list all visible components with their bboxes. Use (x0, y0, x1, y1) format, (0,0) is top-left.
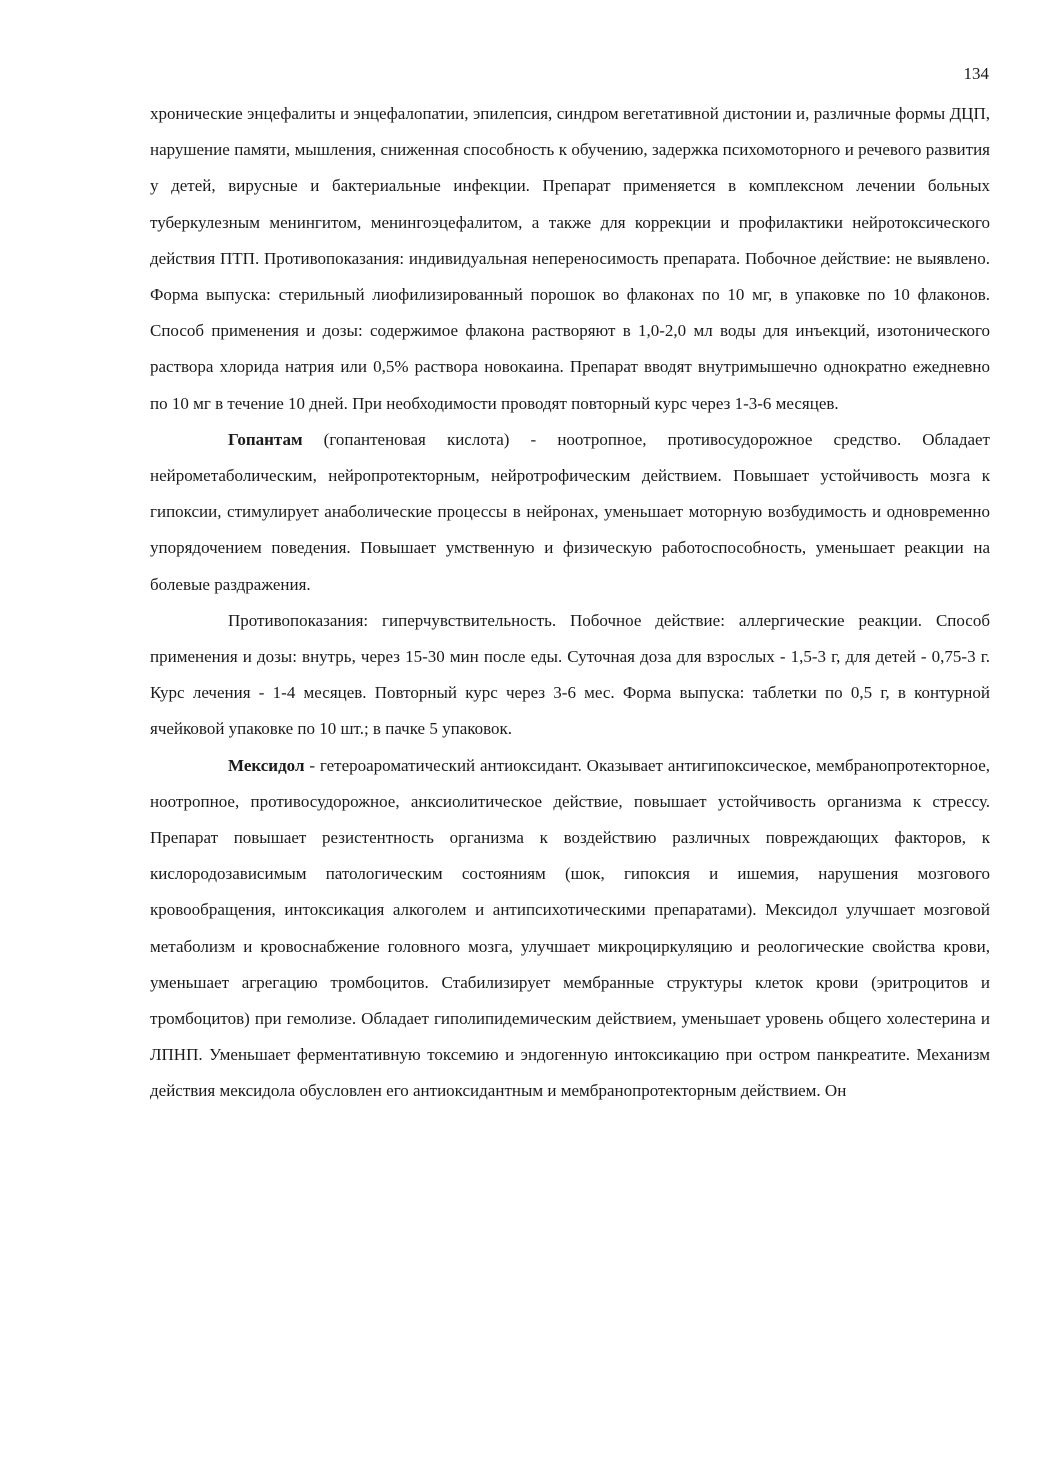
page-number: 134 (963, 64, 989, 83)
paragraph-text: - гетероароматический антиоксидант. Оказывает антигипоксическое, мембранопротекторное, ноотропное, противосудорожное, анксиолитическое действие, повышает устойчивость организма к стрессу. Препарат повышает резистентность организма к воздействию различных повреждающих факторов, к кислородозависимым патологическим состояниям (шок, гипоксия и ишемия, нарушения мозгового кровообращения, интоксикация алкоголем и антипсихотическими препаратами). Мексидол улучшает мозговой метаболизм и кровоснабжение головного мозга, улучшает микроциркуляцию и реологические свойства крови, уменьшает агрегацию тромбоцитов. Стабилизирует мембранные структуры клеток крови (эритроцитов и тромбоцитов) при гемолизе. Обладает гиполипидемическим действием, уменьшает уровень общего холестерина и ЛПНП. Уменьшает ферментативную токсемию и эндогенную интоксикацию при остром панкреатите. Механизм действия мексидола обусловлен его антиоксидантным и мембранопротекторным действием. Он (150, 755, 990, 1101)
paragraph-contraindications (150, 603, 990, 748)
drug-term-gopantam: Гопантам (228, 429, 303, 449)
paragraph-text: хронические энцефалиты и энцефалопатии, эпилепсия, синдром вегетативной дистонии и, различные формы ДЦП, нарушение памяти, мышления, сниженная способность к обучению, задержка психомоторного и речевого развития у детей, вирусные и бактериальные инфекции. Препарат применяется в комплексном лечении больных туберкулезным менингитом, менингоэцефалитом, а также для коррекции и профилактики нейротоксического действия ПТП. Противопоказания: индивидуальная непереносимость препарата. Побочное действие: не выявлено. Форма выпуска: стерильный лиофилизированный порошок во флаконах по 10 мг, в упаковке по 10 флаконов. Способ применения и дозы: содержимое флакона растворяют в 1,0-2,0 мл воды для инъекций, изотонического раствора хлорида натрия или 0,5% раствора новокаина. Препарат вводят внутримышечно однократно ежедневно по 10 мг в течение 10 дней. При необходимости проводят повторный курс через 1-3-6 месяцев. (150, 104, 990, 413)
paragraph-gopantam (150, 422, 990, 603)
body-text (150, 96, 990, 1110)
paragraph-mexidol (150, 748, 990, 1110)
paragraph-continuation (150, 96, 990, 422)
paragraph-text: Противопоказания: гиперчувствительность. Побочное действие: аллергические реакции. Способ применения и дозы: внутрь, через 15-30 мин после еды. Суточная доза для взрослых - 1,5-3 г, для детей - 0,75-3 г. Курс лечения - 1-4 месяцев. Повторный курс через 3-6 мес. Форма выпуска: таблетки по 0,5 г, в контурной ячейковой упаковке по 10 шт.; в пачке 5 упаковок. (150, 610, 990, 739)
drug-term-mexidol: Мексидол (228, 755, 305, 775)
paragraph-text: (гопантеновая кислота) - ноотропное, противосудорожное средство. Обладает нейрометаболическим, нейропротекторным, нейротрофическим действием. Повышает устойчивость мозга к гипоксии, стимулирует анаболические процессы в нейронах, уменьшает моторную возбудимость и одновременно упорядочением поведения. Повышает умственную и физическую работоспособность, уменьшает реакции на болевые раздражения. (150, 429, 990, 594)
